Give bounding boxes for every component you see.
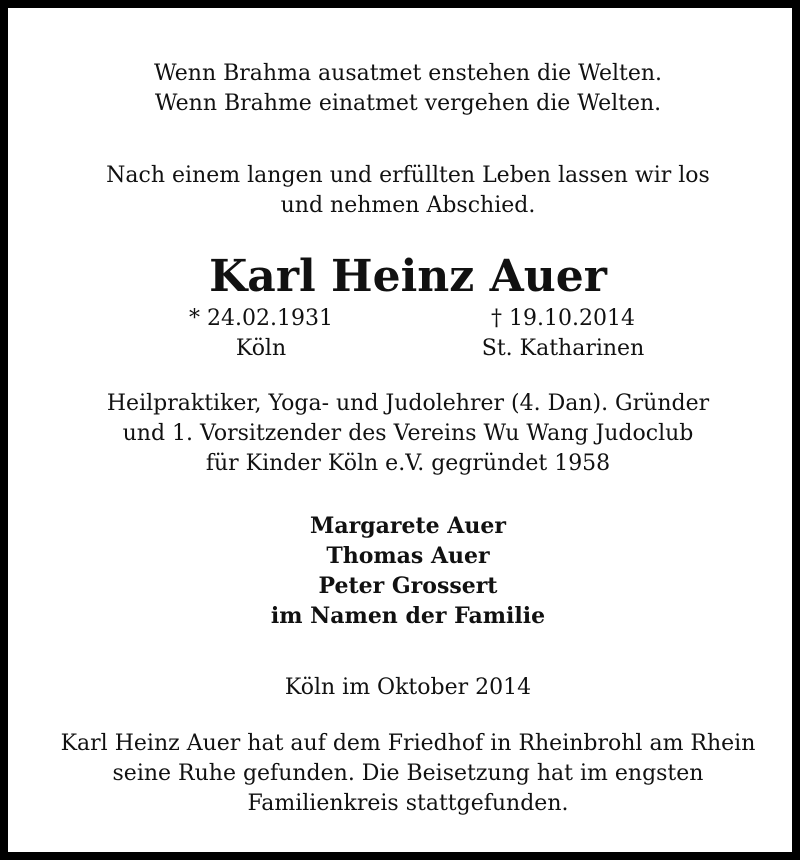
deceased-name: Karl Heinz Auer [209,251,607,302]
death-date: † 19.10.2014 [491,306,635,331]
biography-line-3: für Kinder Köln e.V. gegründet 1958 [205,451,611,476]
farewell-line-1: Nach einem langen und erfüllten Leben lassen wir los [106,163,710,188]
farewell-line-2: und nehmen Abschied. [280,193,536,218]
mourner-name-1: Margarete Auer [310,513,506,539]
death-place: St. Katharinen [481,336,645,361]
mourner-name-2: Thomas Auer [326,543,490,569]
biography-line-1: Heilpraktiker, Yoga- und Judolehrer (4. Dan). Gründer [106,391,710,416]
burial-line-1: Karl Heinz Auer hat auf dem Friedhof in Rheinbrohl am Rhein [60,731,756,756]
mourner-name-3: Peter Grossert [318,573,498,599]
birth-date: * 24.02.1931 [189,306,333,331]
mourner-family: im Namen der Familie [270,603,546,629]
quote-line-2: Wenn Brahme einatmet vergehen die Welten. [154,91,662,116]
biography-line-2: und 1. Vorsitzender des Vereins Wu Wang Judoclub [122,421,694,446]
burial-line-3: Familienkreis stattgefunden. [247,791,569,816]
quote-line-1: Wenn Brahma ausatmet enstehen die Welten. [153,61,663,86]
place-date: Köln im Oktober 2014 [284,675,532,700]
birth-place: Köln [235,336,287,361]
burial-line-2: seine Ruhe gefunden. Die Beisetzung hat im engsten [112,761,704,786]
